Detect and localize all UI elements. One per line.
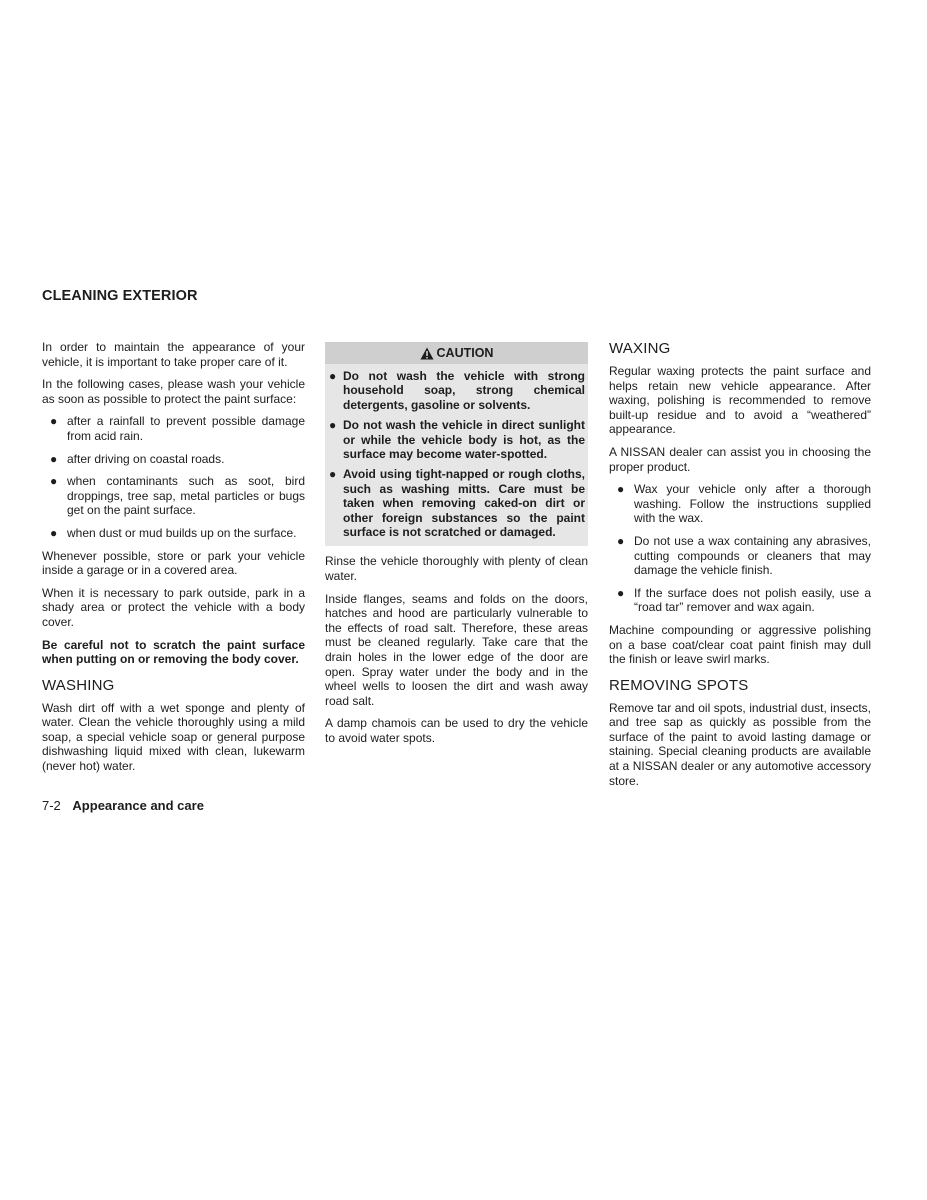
caution-item: ● Do not wash the vehicle in direct sunlight or while the vehicle body is hot, as the surface may become water-spotted.: [329, 418, 585, 462]
column-middle: [325, 342, 588, 754]
wash-cases-paragraph: In the following cases, please wash your vehicle as soon as possible to protect the paint surface:: [42, 377, 305, 406]
bullet-icon: ●: [329, 418, 337, 433]
bullet-icon: ●: [50, 525, 58, 540]
waxing-list: [609, 482, 871, 615]
caution-box: [325, 342, 588, 546]
list-item: ● after driving on coastal roads.: [50, 451, 225, 466]
bullet-icon: ●: [617, 533, 625, 548]
column-right: [609, 340, 871, 796]
waxing-paragraph: Regular waxing protects the paint surface and helps retain new vehicle appearance. After waxing, polishing is recommended to remove built-up residue and to avoid a “weathered” appearance.: [609, 364, 871, 437]
warning-triangle-icon: [420, 347, 434, 360]
caution-list: [325, 364, 588, 546]
list-item: ● when dust or mud builds up on the surface.: [50, 525, 297, 540]
page-number: 7-2: [42, 798, 61, 813]
list-item: ● Do not use a wax containing any abrasives, cutting compounds or cleaners that may damage the vehicle finish.: [617, 533, 871, 578]
washing-paragraph: Wash dirt off with a wet sponge and plenty of water. Clean the vehicle thoroughly using a mild soap, a special vehicle soap or general purpose dishwashing liquid mixed with clean, lukewarm (never hot) water.: [42, 700, 305, 774]
spots-paragraph: Remove tar and oil spots, industrial dust, insects, and tree sap as quickly as possible from the surface of the paint to avoid lasting damage or staining. Special cleaning products are available at a NISSAN dealer or any automotive accessory store.: [609, 700, 871, 788]
rinse-paragraph: Rinse the vehicle thoroughly with plenty of clean water.: [325, 554, 588, 584]
list-item: ● Wax your vehicle only after a thorough washing. Follow the instructions supplied with the wax.: [617, 482, 871, 526]
bullet-icon: ●: [617, 585, 625, 600]
removing-spots-heading: REMOVING SPOTS: [609, 676, 749, 694]
dealer-paragraph: A NISSAN dealer can assist you in choosing the proper product.: [609, 444, 871, 474]
bullet-icon: ●: [329, 467, 337, 482]
waxing-heading: WAXING: [609, 340, 671, 357]
page-footer: [42, 798, 204, 813]
compounding-paragraph: Machine compounding or aggressive polishing on a base coat/clear coat paint finish may dull the finish or leave swirl marks.: [609, 622, 871, 667]
washing-heading: WASHING: [42, 676, 115, 694]
bullet-icon: ●: [50, 414, 58, 429]
caution-title: CAUTION: [436, 345, 494, 360]
parking-paragraph: When it is necessary to park outside, park in a shady area or protect the vehicle with a body cover.: [42, 585, 305, 629]
chamois-paragraph: A damp chamois can be used to dry the vehicle to avoid water spots.: [325, 716, 588, 745]
column-left: [42, 340, 305, 782]
body-cover-warning: Be careful not to scratch the paint surface when putting on or removing the body cover.: [42, 637, 305, 667]
wash-cases-list: [42, 414, 305, 540]
bullet-icon: ●: [617, 482, 625, 497]
page-title: CLEANING EXTERIOR: [42, 288, 198, 304]
road-salt-paragraph: Inside flanges, seams and folds on the doors, hatches and hood are particularly vulnerable to the effects of road salt. Therefore, these areas must be cleaned regularly. Take care that the drain holes in the lower edge of the door are open. Spray water under the body and in the wheel wells to loosen the dirt and wash away road salt.: [325, 591, 588, 708]
caution-header: [325, 342, 588, 364]
storage-paragraph: Whenever possible, store or park your vehicle inside a garage or in a covered area.: [42, 548, 305, 578]
bullet-icon: ●: [329, 369, 337, 383]
section-title: Appearance and care: [72, 798, 204, 813]
caution-item: ● Avoid using tight-napped or rough cloths, such as washing mitts. Care must be taken when removing caked-on dirt or other foreign substances so the paint surface is not scratched or damaged.: [329, 467, 585, 540]
list-item: ● when contaminants such as soot, bird droppings, tree sap, metal particles or bugs get on the paint surface.: [50, 474, 305, 518]
list-item: ● If the surface does not polish easily, use a “road tar” remover and wax again.: [617, 585, 871, 615]
list-item: ● after a rainfall to prevent possible damage from acid rain.: [50, 414, 305, 443]
intro-paragraph: In order to maintain the appearance of your vehicle, it is important to take proper care of it.: [42, 340, 305, 369]
caution-item: ● Do not wash the vehicle with strong household soap, strong chemical detergents, gasoline or solvents.: [329, 369, 585, 412]
bullet-icon: ●: [50, 474, 58, 489]
bullet-icon: ●: [50, 451, 58, 466]
